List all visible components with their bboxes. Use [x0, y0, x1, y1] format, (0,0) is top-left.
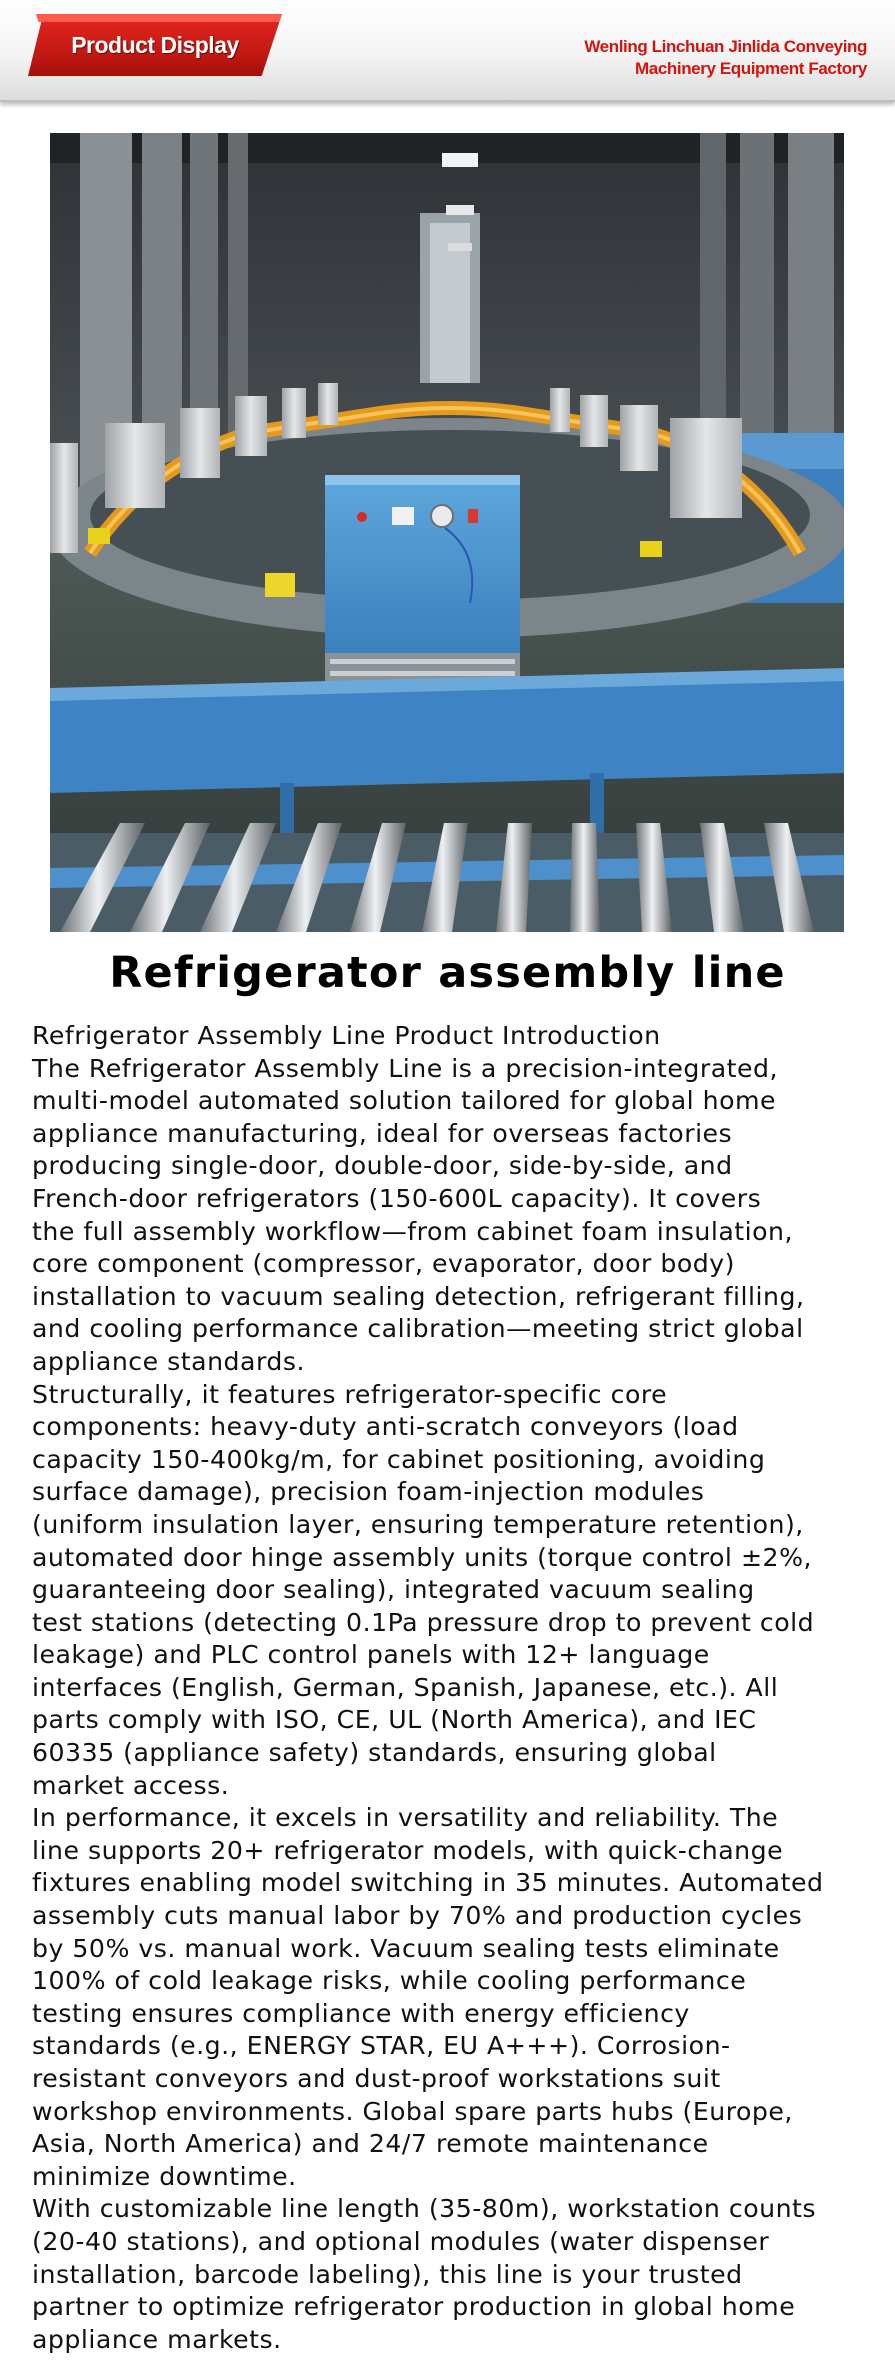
product-photo — [50, 133, 844, 932]
intro-paragraph-overview: The Refrigerator Assembly Line is a precision-integrated, multi-model automated solution tailored for global home appliance manufacturing, ideal for overseas factories producing single-door, double-door, side-by-side, and French-door refrigerators (150-600L capacity). It covers the full assembly workflow—from cabinet foam insulation, core component (compressor, evaporator, door body) installation to vacuum sealing detection, refrigerant filling, and cooling performance calibration—meeting strict global appliance standards. — [32, 1053, 805, 1376]
product-title: Refrigerator assembly line — [109, 948, 786, 998]
intro-paragraph-customization: With customizable line length (35-80m), workstation counts (20-40 stations), and optional modules (water dispenser installation, barcode labeling), this line is your trusted partner to optimize refrigerator production in global home appliance markets. — [32, 2194, 817, 2354]
intro-paragraph-structure: Structurally, it features refrigerator-specific core components: heavy-duty anti-scratch conveyors (load capacity 150-400kg/m, for cabinet positioning, avoiding surface damage), precision foam-injection modules (uniform insulation layer, ensuring temperature retention), automated door hinge assembly units (torque control ±2%, guaranteeing door sealing), integrated vacuum sealing test stations (detecting 0.1Pa pressure drop to prevent cold leakage) and PLC control panels with 12+ language interfaces (English, German, Spanish, Japanese, etc.). All parts comply with ISO, CE, UL (North America), and IEC 60335 (appliance safety) standards, ensuring global market access. — [32, 1379, 815, 1800]
intro-heading: Refrigerator Assembly Line Product Introduction — [32, 1021, 661, 1050]
intro-paragraph-performance: In performance, it excels in versatility and reliability. The line supports 20+ refrigerator models, with quick-change fixtures enabling model switching in 35 minutes. Automated assembly cuts manual labor by 70% and production cycles by 50% vs. manual work. Vacuum sealing tests eliminate 100% of cold leakage risks, while cooling performance testing ensures compliance with energy efficiency standards (e.g., ENERGY STAR, EU A+++). Corrosion- resistant conveyors and dust-proof workstations suit workshop environments. Global spare parts hubs (Europe, Asia, North America) and 24/7 remote maintenance minimize downtime. — [32, 1803, 824, 2191]
company-name — [584, 36, 867, 80]
company-name-line2: Machinery Equipment Factory — [635, 59, 867, 78]
product-introduction — [32, 1020, 872, 2356]
header-banner — [0, 0, 895, 102]
section-title: Product Display — [71, 31, 239, 58]
company-name-line1: Wenling Linchuan Jinlida Conveying — [584, 37, 867, 56]
assembly-line-photo-icon — [50, 133, 844, 932]
